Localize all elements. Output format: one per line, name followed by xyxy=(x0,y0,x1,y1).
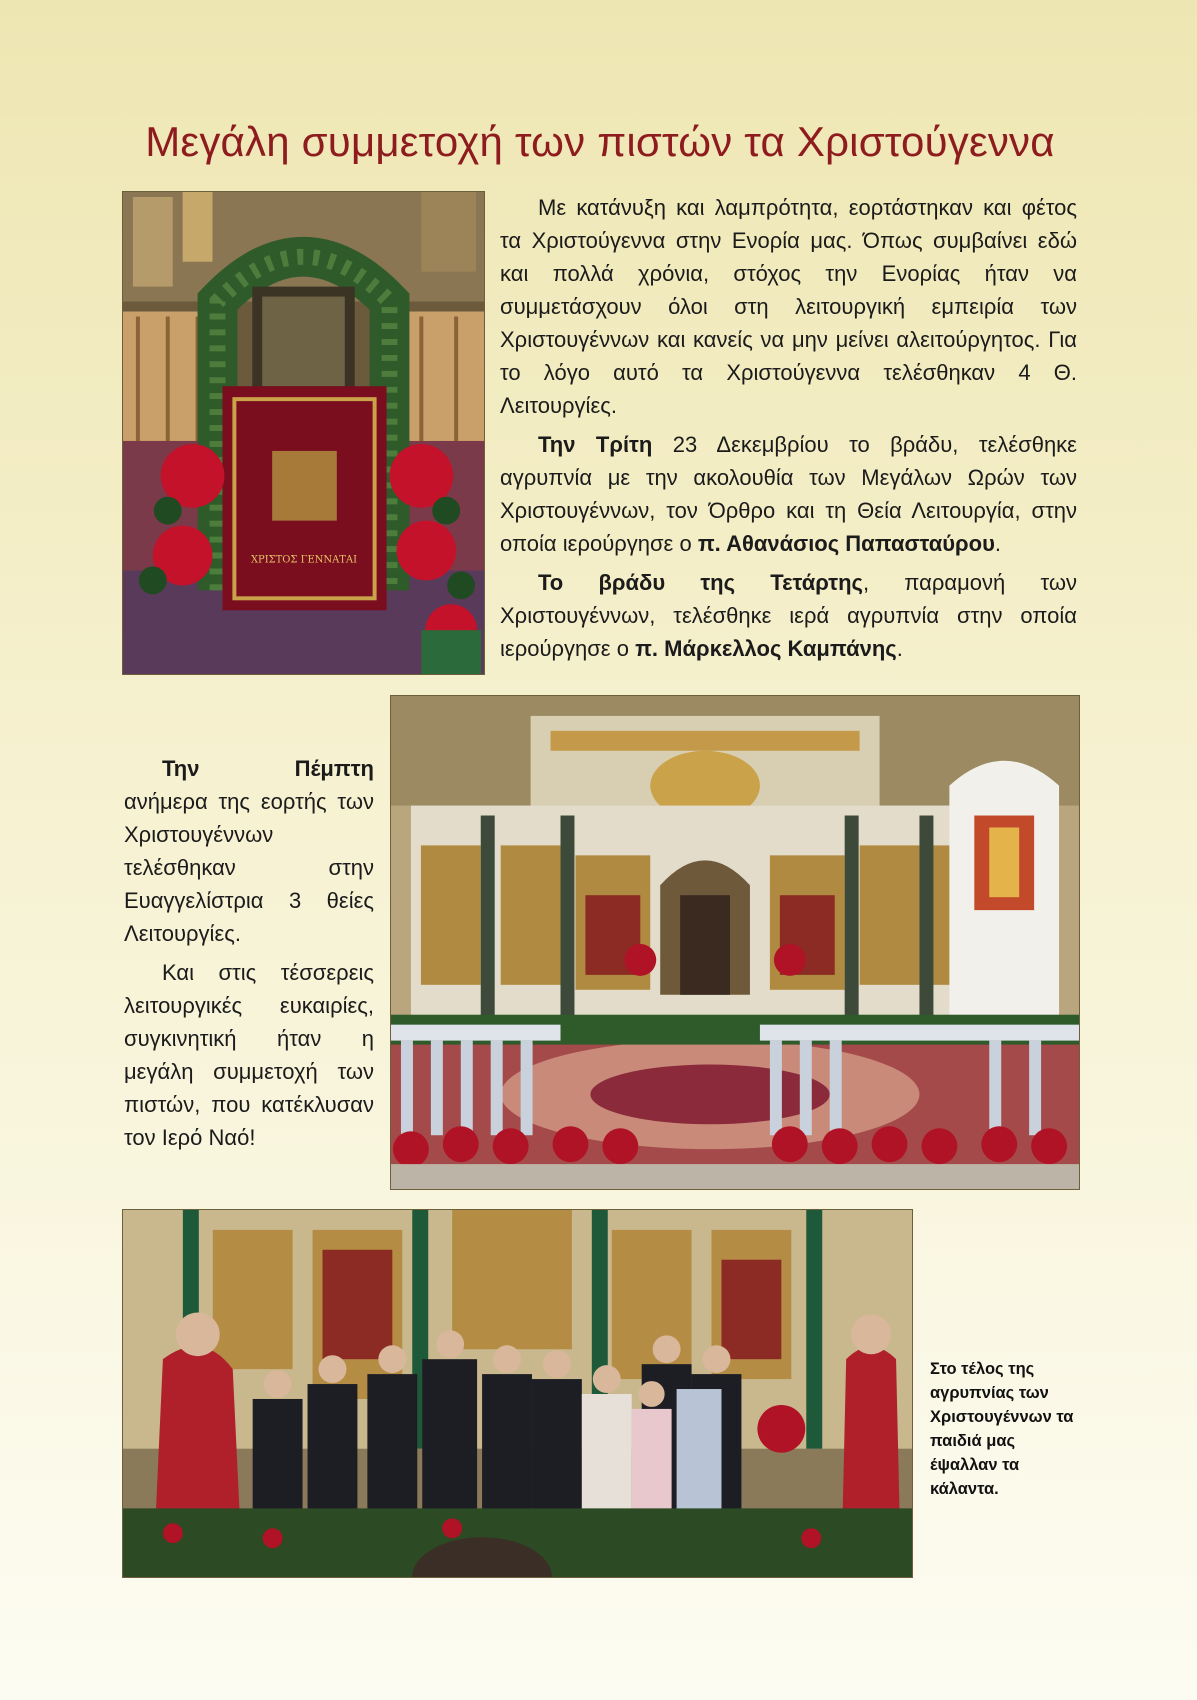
paragraph-intro: Με κατάνυξη και λαμπρότητα, εορτάστηκαν και φέτος τα Χριστούγεννα στην Ενορία μας. Όπως συμβαίνει εδώ και πολλά χρόνια, στόχος την Ενορίας ήταν να συμμετάσχουν όλοι στη λειτουργική εμπειρία των Χριστουγέννων και κανείς να μην μείνει αλειτούργητος. Για το λόγο αυτό τα Χριστούγεννα τελέσθηκαν 4 Θ. Λειτουργίες. xyxy=(500,195,1077,418)
page-title: Μεγάλη συμμετοχή των πιστών τα Χριστούγεννα xyxy=(145,118,1055,165)
paragraph-tuesday xyxy=(500,428,1077,560)
paragraph-wednesday-lead: Το βράδυ της Τετάρτης xyxy=(538,570,863,595)
paragraph-thursday xyxy=(124,752,374,950)
nativity-icon-photo xyxy=(122,191,485,675)
article-text-left xyxy=(124,688,374,1154)
iconostasis-photo xyxy=(390,695,1080,1190)
paragraph-thursday-text: ανήμερα της εορτής των Χριστουγέννων τελέσθηκαν στην Ευαγγελίστρια 3 θείες Λειτουργίες. xyxy=(124,789,374,946)
paragraph-wednesday-name: π. Μάρκελλος Καμπάνης xyxy=(635,636,897,661)
paragraph-tuesday-lead: Την Τρίτη xyxy=(538,432,653,457)
paragraph-tuesday-name: π. Αθανάσιος Παπασταύρου xyxy=(697,531,995,556)
paragraph-thursday-lead: Την Πέμπτη xyxy=(162,756,374,781)
paragraph-tuesday-text: 23 Δεκεμβρίου το βράδυ, τελέσθηκε αγρυπνία με την ακολουθία των Μεγάλων Ωρών των Χριστουγέννων, τον Όρθρο και τη Θεία Λειτουργία, στην οποία ιερούργησε ο xyxy=(500,432,1077,556)
paragraph-wednesday xyxy=(500,566,1077,661)
paragraph-wednesday-end: . xyxy=(896,636,903,661)
paragraph-wednesday-text: , παραμονή των Χριστουγέννων, τελέσθηκε ιερά αγρυπνία στην οποία ιερούργησε ο xyxy=(500,570,1077,661)
article-text-top xyxy=(500,191,1077,661)
photo-caption: Στο τέλος της αγρυπνίας των Χριστουγέννων τα παιδιά μας έψαλλαν τα κάλαντα. xyxy=(930,1360,1074,1498)
paragraph-tuesday-end: . xyxy=(994,531,1002,556)
children-carols-photo xyxy=(122,1209,913,1578)
paragraph-closing: Και στις τέσσερεις λειτουργικές ευκαιρίες, συγκινητική ήταν η μεγάλη συμμετοχή των πιστών, που κατέκλυσαν τον Ιερό Ναό! xyxy=(124,960,374,1150)
embroidery-text: ΧΡΙΣΤΟΣ ΓΕΝΝΑΤΑΙ xyxy=(250,554,358,566)
